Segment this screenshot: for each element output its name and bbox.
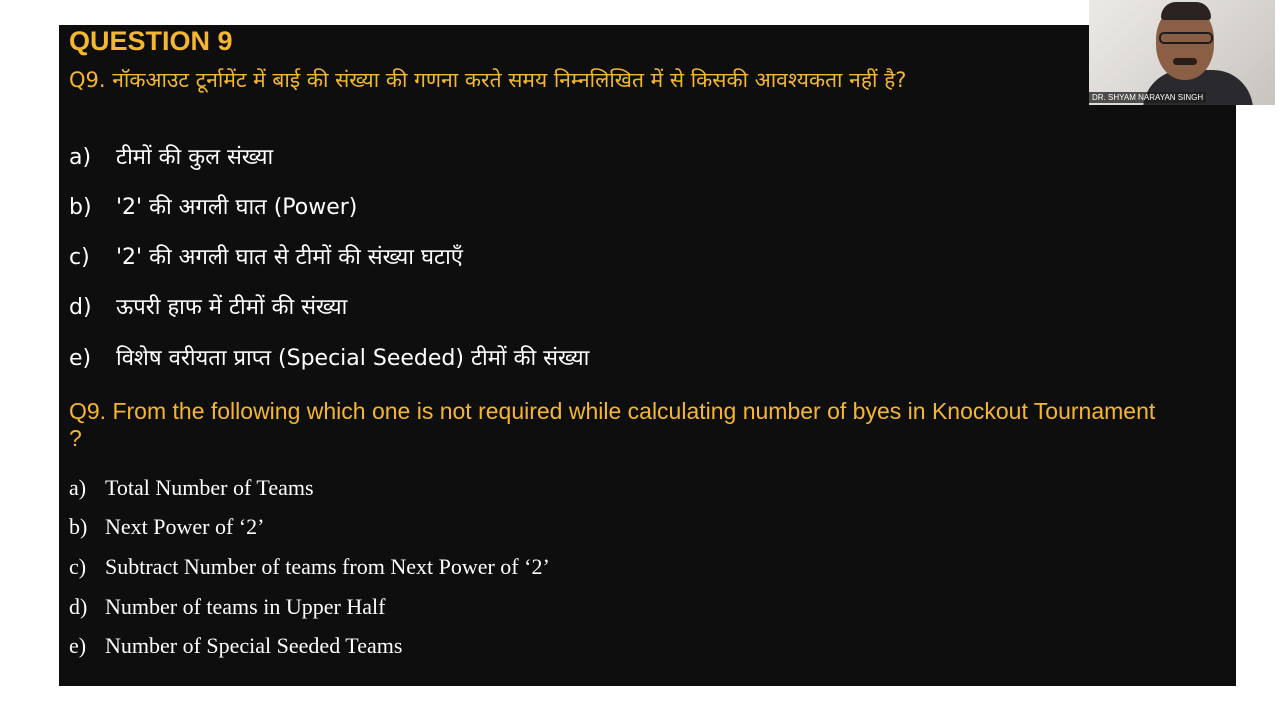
option-key: d) [69, 594, 88, 619]
presenter-glasses [1159, 32, 1213, 44]
question-title: QUESTION 9 [69, 26, 233, 56]
presenter-name-label: DR. SHYAM NARAYAN SINGH [1089, 92, 1206, 103]
presentation-slide [59, 25, 1236, 686]
option-english-d [69, 593, 385, 621]
option-english-e [69, 632, 402, 660]
option-hindi-e [69, 344, 589, 374]
option-text: Total Number of Teams [105, 475, 314, 500]
option-key: c) [69, 245, 90, 270]
question-text-english: Q9. From the following which one is not required while calculating number of byes in Knockout Tournament ? [69, 398, 1156, 451]
option-text: '2' की अगली घात (Power) [116, 195, 358, 220]
option-text: Next Power of ‘2’ [105, 514, 265, 539]
option-key: b) [69, 514, 88, 539]
option-key: a) [69, 145, 92, 170]
presenter-hair [1161, 2, 1211, 20]
option-hindi-a [69, 143, 273, 173]
option-text: Number of Special Seeded Teams [105, 633, 403, 658]
option-english-a [69, 474, 314, 502]
option-key: b) [69, 195, 92, 220]
option-text: टीमों की कुल संख्या [116, 145, 274, 170]
option-english-c [69, 553, 550, 581]
option-text: Subtract Number of teams from Next Power of ‘2’ [105, 554, 550, 579]
presenter-mustache [1173, 58, 1197, 65]
option-text: '2' की अगली घात से टीमों की संख्या घटाएँ [116, 245, 463, 270]
option-key: e) [69, 633, 87, 658]
option-hindi-c [69, 243, 463, 273]
option-english-b [69, 513, 264, 541]
question-text-hindi: Q9. नॉकआउट टूर्नामेंट में बाई की संख्या की गणना करते समय निम्नलिखित में से किसकी आवश्यकता नहीं है? [69, 68, 907, 92]
option-text: Number of teams in Upper Half [105, 594, 386, 619]
option-hindi-d [69, 293, 347, 323]
option-key: a) [69, 475, 87, 500]
option-hindi-b [69, 193, 357, 223]
webcam-video-tile[interactable] [1089, 0, 1275, 105]
option-text: ऊपरी हाफ में टीमों की संख्या [116, 295, 348, 320]
option-key: c) [69, 554, 87, 579]
option-text: विशेष वरीयता प्राप्त (Special Seeded) टीमों की संख्या [116, 346, 590, 371]
option-key: d) [69, 295, 92, 320]
option-key: e) [69, 346, 92, 371]
